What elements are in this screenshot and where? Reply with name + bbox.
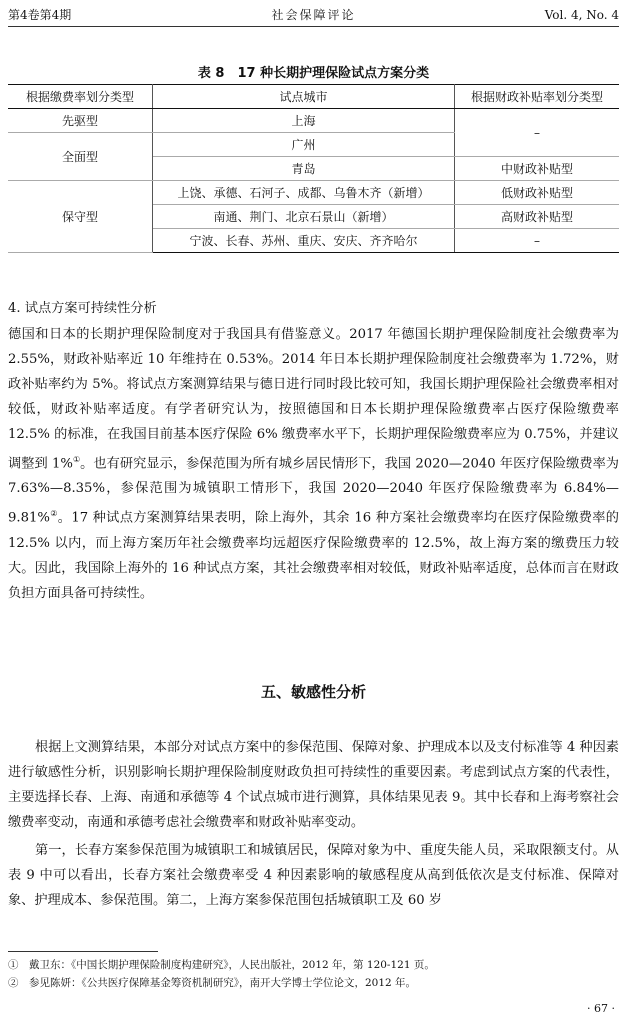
footnote-2: ② 参见陈妍：《公共医疗保障基金筹资机制研究》，南开大学博士学位论文，2012 年。 — [8, 977, 417, 989]
footnote-1: ① 戴卫东：《中国长期护理保险制度构建研究》，人民出版社，2012 年，第 120-121 页。 — [8, 959, 435, 971]
section-5-heading: 五、敏感性分析 — [260, 683, 366, 701]
city-cell: 上海 — [153, 109, 455, 133]
page-number: · 67 · — [587, 1002, 615, 1015]
issue-label: 第4卷第4期 — [8, 8, 72, 22]
subsidy-cell: 中财政补贴型 — [455, 157, 620, 181]
table-header-row — [8, 85, 619, 109]
section-5-paragraph-2: 第一，长春方案参保范围为城镇职工和城镇居民，保障对象为中、重度失能人员，采取限额支付。从表 9 中可以看出，长春方案社会缴费率受 4 种因素影响的敏感程度从高到低依次是支付标准、保障对象、护理成本、参保范围。第二，上海方案参保范围包括城镇职工及 60 岁 — [8, 843, 619, 908]
table-caption: 表 8 17 种长期护理保险试点方案分类 — [197, 66, 430, 81]
subsidy-cell: 低财政补贴型 — [455, 181, 620, 205]
section-4-heading: 4. 试点方案可持续性分析 — [8, 301, 157, 316]
subsidy-cell: – — [455, 109, 620, 157]
footnote-divider — [8, 951, 158, 952]
volume-label: Vol. 4, No. 4 — [544, 8, 619, 22]
footnote-ref-2[interactable]: ② — [49, 509, 58, 519]
subsidy-cell: – — [455, 229, 620, 253]
table-row — [8, 109, 619, 133]
table-row — [8, 181, 619, 205]
city-cell: 上饶、承德、石河子、成都、乌鲁木齐（新增） — [153, 181, 455, 205]
paragraph-text: 德国和日本的长期护理保险制度对于我国具有借鉴意义。2017 年德国长期护理保险制度社会缴费率为 2.55%，财政补贴率近 10 年维持在 0.53%。2014 年日本长期护理保险制度社会缴费率为 1.72%，财政补贴率约为 5%。将试点方案测算结果与德日进行同时段比较可知，我国长期护理保险社会缴费率相对较低，财政补贴率适度。有学者研究认为，按照德国和日本长期护理保险缴费率占医疗保险缴费率 12.5% 的标准，在我国目前基本医疗保险 6% 缴费率水平下，长期护理保险缴费率应为 0.75%，并建议调整到 1% — [8, 327, 619, 472]
footnote-ref-1[interactable]: ① — [72, 455, 81, 464]
type-cell: 全面型 — [8, 133, 153, 181]
type-cell: 保守型 — [8, 181, 153, 253]
table-header: 根据缴费率划分类型 — [8, 85, 153, 109]
city-cell: 青岛 — [153, 157, 455, 181]
journal-title: 社会保障评论 — [271, 8, 356, 22]
table-header: 根据财政补贴率划分类型 — [455, 85, 620, 109]
paragraph-text: 。也有研究显示，参保范围为所有城乡居民情形下，我国 2020—2040 年医疗保险缴费率为 7.63%—8.35%，参保范围为城镇职工情形下，我国 2020—2040 年医疗保险缴费率为 6.84%—9.81% — [8, 456, 619, 526]
city-cell: 广州 — [153, 133, 455, 157]
running-header — [8, 4, 619, 27]
table-header: 试点城市 — [153, 85, 455, 109]
subsidy-cell: 高财政补贴型 — [455, 205, 620, 229]
pilot-scheme-table — [8, 84, 619, 253]
paragraph-text: 。17 种试点方案测算结果表明，除上海外，其余 16 种方案社会缴费率均在医疗保险缴费率的 12.5% 以内，而上海方案历年社会缴费率均远超医疗保险缴费率的 12.5%，故上海方案的缴费压力较大。因此，我国除上海外的 16 种试点方案，其社会缴费率相对较低，财政补贴率适度，总体而言在财政负担方面具备可持续性。 — [8, 510, 619, 601]
city-cell: 宁波、长春、苏州、重庆、安庆、齐齐哈尔 — [153, 229, 455, 253]
city-cell: 南通、荆门、北京石景山（新增） — [153, 205, 455, 229]
section-5-paragraph-1: 根据上文测算结果，本部分对试点方案中的参保范围、保障对象、护理成本以及支付标准等 4 种因素进行敏感性分析，识别影响长期护理保险制度财政负担可持续性的重要因素。考虑到试点方案的代表性，主要选择长春、上海、南通和承德等 4 个试点城市进行测算，具体结果见表 9。其中长春和上海考察社会缴费率变动，南通和承德考虑社会缴费率和财政补贴率变动。 — [8, 740, 619, 830]
section-4-paragraph — [8, 322, 619, 606]
type-cell: 先驱型 — [8, 109, 153, 133]
